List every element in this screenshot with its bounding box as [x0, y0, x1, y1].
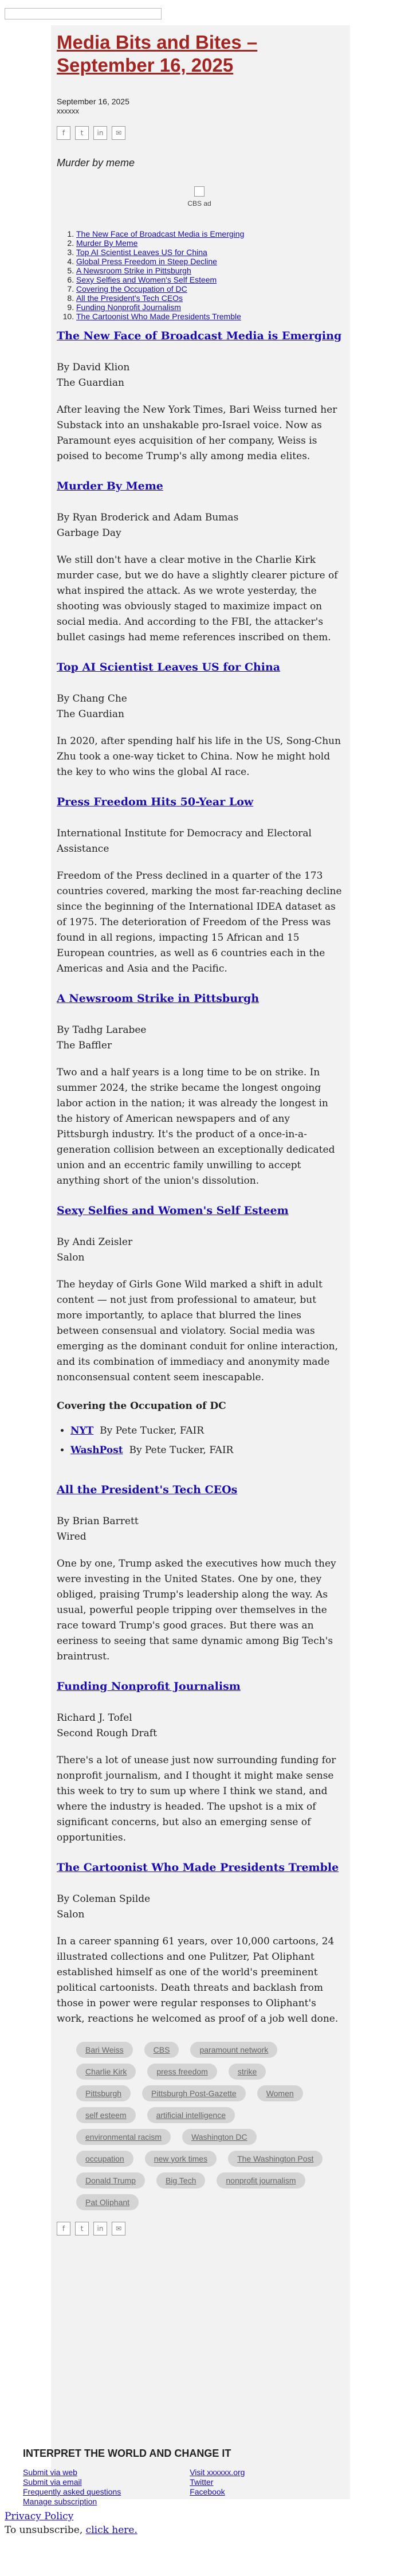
- faq-link[interactable]: Frequently asked questions: [23, 2487, 121, 2496]
- story-meta: [57, 826, 342, 857]
- toc-link[interactable]: A Newsroom Strike in Pittsburgh: [76, 266, 191, 275]
- story-byline: By Coleman Spilde: [57, 1893, 151, 1905]
- list-item: [70, 1421, 342, 1440]
- story-meta: [57, 1892, 342, 1923]
- story-body: Freedom of the Press declined in a quarter of the 173 countries covered, marking the most far-reaching decline since the beginning of the International IDEA dataset as of 1975. The deterioration of Freedom of the Press was found in all regions, impacting 15 African and 15 European countries, as well as 6 countries each in the Americas and Asia and the Pacific.: [57, 870, 342, 974]
- story-meta: [57, 1514, 342, 1545]
- story-newsroom-strike: [57, 992, 342, 1189]
- visit-site-link[interactable]: Visit xxxxxx.org: [190, 2468, 245, 2477]
- submit-email-link[interactable]: Submit via email: [23, 2477, 82, 2487]
- story-self-esteem: [57, 1204, 342, 1385]
- social-share-row-bottom: [57, 2222, 342, 2236]
- occupation-heading: Covering the Occupation of DC: [57, 1400, 226, 1412]
- story-outlet: Garbage Day: [57, 527, 121, 539]
- facebook-icon[interactable]: f: [57, 126, 70, 140]
- occupation-list: [57, 1421, 342, 1460]
- unsubscribe-text: To unsubscribe,: [5, 2524, 83, 2536]
- story-headline[interactable]: All the President's Tech CEOs: [57, 1483, 238, 1496]
- story-cartoonist: [57, 1861, 342, 2027]
- list-item: [70, 1440, 342, 1460]
- footer-right-column: [190, 2468, 245, 2507]
- twitter-link[interactable]: Twitter: [190, 2477, 214, 2487]
- toc-link[interactable]: Sexy Selfies and Women's Self Esteem: [76, 275, 217, 284]
- tag-chip[interactable]: nonprofit journalism: [217, 2172, 305, 2189]
- manage-subscription-link[interactable]: Manage subscription: [23, 2497, 97, 2506]
- facebook-link[interactable]: Facebook: [190, 2487, 225, 2496]
- toc-link[interactable]: The Cartoonist Who Made Presidents Tremble: [76, 312, 241, 321]
- header-logo-image: [5, 8, 162, 19]
- story-broadcast-media: [57, 329, 342, 464]
- story-byline: By David Klion: [57, 362, 130, 373]
- newsletter-footer: [0, 2448, 401, 2507]
- tag-chip[interactable]: Pittsburgh: [76, 2085, 131, 2101]
- unsubscribe-link[interactable]: click here.: [85, 2524, 137, 2536]
- tag-chip[interactable]: Donald Trump: [76, 2172, 145, 2189]
- tag-chip[interactable]: self esteem: [76, 2107, 136, 2123]
- story-byline: By Tadhg Larabee: [57, 1024, 147, 1036]
- story-outlet: Salon: [57, 1909, 85, 1920]
- story-byline: By Brian Barrett: [57, 1516, 139, 1527]
- tag-chip[interactable]: strike: [229, 2064, 266, 2080]
- story-headline[interactable]: Press Freedom Hits 50-Year Low: [57, 796, 254, 808]
- toc-item: [76, 303, 342, 312]
- story-meta: [57, 691, 342, 722]
- toc-link[interactable]: The New Face of Broadcast Media is Emerging: [76, 229, 245, 238]
- tag-chip[interactable]: Pittsburgh Post-Gazette: [142, 2085, 246, 2101]
- tag-chip[interactable]: Charlie Kirk: [76, 2064, 136, 2080]
- story-headline[interactable]: A Newsroom Strike in Pittsburgh: [57, 992, 260, 1005]
- story-headline[interactable]: Sexy Selfies and Women's Self Esteem: [57, 1204, 289, 1217]
- story-body: The heyday of Girls Gone Wild marked a shift in adult content — not just from professional to amateur, but more importantly, to aplace that blurred the lines between consensual and violatory. Social media was emerging as the dominant conduit for online interaction, and its combination of immediacy and anonymity made nonconsensual content seem inescapable.: [57, 1279, 339, 1383]
- story-headline[interactable]: Funding Nonprofit Journalism: [57, 1680, 241, 1693]
- story-meta: [57, 360, 342, 391]
- tag-chip[interactable]: paramount network: [190, 2042, 277, 2058]
- issue-date: September 16, 2025: [57, 97, 129, 106]
- tag-chip[interactable]: artificial intelligence: [147, 2107, 235, 2123]
- privacy-policy-link[interactable]: Privacy Policy: [5, 2511, 74, 2522]
- story-outlet: The Baffler: [57, 1040, 112, 1051]
- tag-chip[interactable]: environmental racism: [76, 2129, 171, 2145]
- broken-image-icon: [194, 186, 205, 197]
- occupation-section: [57, 1400, 342, 1460]
- tag-chip[interactable]: Women: [257, 2085, 303, 2101]
- story-meta: [57, 510, 342, 541]
- legal-links: [5, 2510, 137, 2537]
- story-meta: [57, 1023, 342, 1054]
- toc-item: [76, 229, 342, 238]
- story-byline: By Chang Che: [57, 693, 127, 704]
- facebook-icon[interactable]: f: [57, 2222, 70, 2236]
- tag-chip[interactable]: Big Tech: [156, 2172, 205, 2189]
- twitter-icon[interactable]: t: [75, 126, 89, 140]
- tag-chip[interactable]: Washington DC: [182, 2129, 257, 2145]
- toc-item: [76, 248, 342, 257]
- story-body: Two and a half years is a long time to be on strike. In summer 2024, the strike became the longest ongoing labor action in the nation; it was already the longest in the history of American newspapers and of any Pittsburgh industry. It's the product of a once-in-a-generation collision between an exceptionally dedicated union and an eccentric family unwilling to accept anything short of the union's dissolution.: [57, 1067, 335, 1187]
- submit-web-link[interactable]: Submit via web: [23, 2468, 77, 2477]
- story-body: In 2020, after spending half his life in the US, Song-Chun Zhu took a one-way ticket to China. Now he might hold the key to who wins the global AI race.: [57, 735, 341, 778]
- newsletter-card: [51, 25, 350, 2499]
- tag-chip[interactable]: Bari Weiss: [76, 2042, 133, 2058]
- story-byline: By Ryan Broderick and Adam Bumas: [57, 512, 239, 523]
- issue-code: xxxxxx: [57, 107, 79, 115]
- email-icon[interactable]: ✉: [112, 126, 125, 140]
- story-meta: [57, 1710, 342, 1741]
- top-bar: [0, 0, 401, 23]
- toc-item: [76, 284, 342, 293]
- tag-chip[interactable]: The Washington Post: [228, 2151, 323, 2167]
- story-outlet: The Guardian: [57, 377, 124, 389]
- social-share-row-top: [57, 126, 342, 140]
- footer-columns: [23, 2468, 401, 2507]
- story-press-freedom: [57, 795, 342, 977]
- twitter-icon[interactable]: t: [75, 2222, 89, 2236]
- tag-chip[interactable]: Pat Oliphant: [76, 2194, 139, 2210]
- toc-item: [76, 293, 342, 303]
- tag-cloud: [57, 2042, 342, 2210]
- table-of-contents: [57, 229, 342, 321]
- story-byline: By Andi Zeisler: [57, 1236, 133, 1248]
- story-body: In a career spanning 61 years, over 10,000 cartoons, 24 illustrated collections and one Pulitzer, Pat Oliphant established himself as one of the world's preeminent political cartoonists. Death threats and backlash from those in power were regular responses to Oliphant's work, reactions he welcomed as proof of a job well done.: [57, 1936, 339, 2025]
- toc-link[interactable]: Global Press Freedom in Steep Decline: [76, 257, 217, 266]
- newsletter-title[interactable]: Media Bits and Bites – September 16, 2025: [57, 32, 258, 76]
- toc-link[interactable]: Top AI Scientist Leaves US for China: [76, 248, 207, 257]
- email-icon[interactable]: ✉: [112, 2222, 125, 2236]
- toc-link[interactable]: Murder By Meme: [76, 238, 138, 248]
- toc-item: [76, 257, 342, 266]
- footer-left-column: [23, 2468, 121, 2507]
- story-byline: Richard J. Tofel: [57, 1712, 132, 1724]
- linkedin-icon[interactable]: in: [93, 2222, 107, 2236]
- toc-item: [76, 266, 342, 275]
- story-byline: International Institute for Democracy and Electoral Assistance: [57, 828, 312, 855]
- story-outlet: Second Rough Draft: [57, 1728, 157, 1739]
- source-credit: By Pete Tucker, FAIR: [100, 1425, 205, 1436]
- source-link-washpost[interactable]: WashPost: [70, 1444, 123, 1456]
- story-tech-ceos: [57, 1483, 342, 1665]
- toc-item: [76, 238, 342, 248]
- story-body: We still don't have a clear motive in the Charlie Kirk murder case, but we do have a slightly clearer picture of what inspired the attack. As we wrote yesterday, the shooting was obviously staged to maximize impact on social media. And according to the FBI, the attacker's bullet casings had meme references inscribed on them.: [57, 554, 338, 643]
- story-headline[interactable]: The Cartoonist Who Made Presidents Tremble: [57, 1861, 339, 1874]
- story-body: One by one, Trump asked the executives how much they were investing in the United States. One by one, they obliged, praising Trump's leadership along the way. As usual, powerful people tripping over themselves in the race toward Trump's good graces. But there was an eeriness to seeing that same dynamic among Big Tech's braintrust.: [57, 1558, 336, 1662]
- tag-chip[interactable]: new york times: [145, 2151, 217, 2167]
- story-body: After leaving the New York Times, Bari Weiss turned her Substack into an unshakable pro-Israel voice. Now as Paramount eyes acquisition of her company, Weiss is poised to become Trump's ally among media elites.: [57, 404, 337, 462]
- tag-chip[interactable]: occupation: [76, 2151, 133, 2167]
- linkedin-icon[interactable]: in: [93, 126, 107, 140]
- source-link-nyt[interactable]: NYT: [70, 1425, 94, 1436]
- ad-label: CBS ad: [187, 199, 211, 208]
- story-outlet: Wired: [57, 1531, 87, 1543]
- story-meta: [57, 1235, 342, 1266]
- story-headline[interactable]: Top AI Scientist Leaves US for China: [57, 661, 281, 674]
- toc-link[interactable]: Covering the Occupation of DC: [76, 284, 187, 293]
- story-nonprofit-journalism: [57, 1680, 342, 1846]
- story-ai-scientist: [57, 660, 342, 780]
- story-murder-by-meme: [57, 479, 342, 645]
- source-credit: By Pete Tucker, FAIR: [129, 1444, 234, 1456]
- toc-item: [76, 312, 342, 321]
- toc-link[interactable]: Funding Nonprofit Journalism: [76, 303, 181, 312]
- toc-item: [76, 275, 342, 284]
- footer-title: INTERPRET THE WORLD AND CHANGE IT: [23, 2448, 231, 2459]
- tag-chip[interactable]: press freedom: [147, 2064, 217, 2080]
- story-headline[interactable]: Murder By Meme: [57, 480, 163, 492]
- story-outlet: Salon: [57, 1252, 85, 1263]
- tag-chip[interactable]: CBS: [144, 2042, 179, 2058]
- advertisement[interactable]: [57, 186, 342, 208]
- story-headline[interactable]: The New Face of Broadcast Media is Emerging: [57, 330, 342, 342]
- story-outlet: The Guardian: [57, 708, 124, 720]
- issue-tagline: Murder by meme: [57, 157, 135, 169]
- story-body: There's a lot of unease just now surrounding funding for nonprofit journalism, and I thought it might make sense this week to try to sum up where I think we stand, and where the industry is headed. The upshot is a mix of significant concerns, but also an emerging sense of opportunities.: [57, 1755, 336, 1843]
- toc-link[interactable]: All the President's Tech CEOs: [76, 293, 183, 303]
